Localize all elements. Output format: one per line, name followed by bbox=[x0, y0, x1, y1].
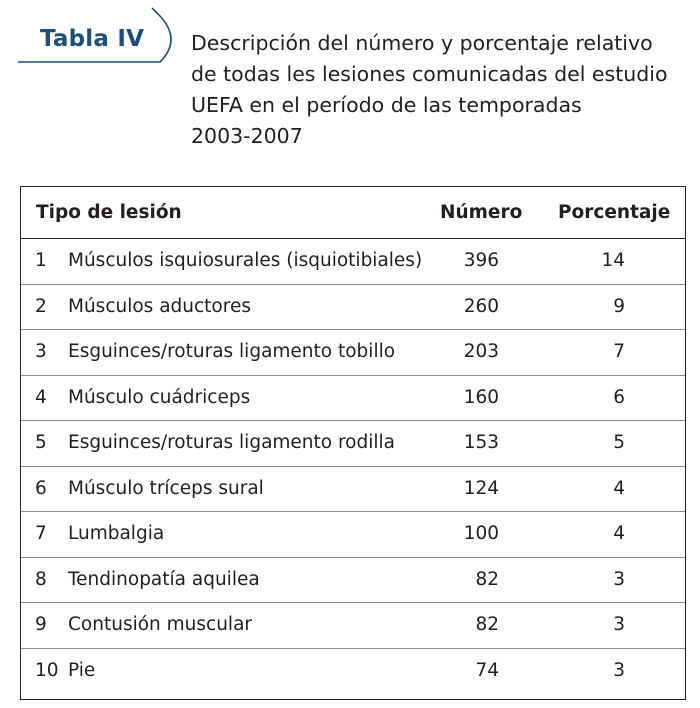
caption-line: Descripción del número y porcentaje relativo bbox=[191, 31, 653, 55]
caption-line: de todas les lesiones comunicadas del estudio bbox=[191, 62, 668, 86]
row-index: 8 bbox=[35, 568, 47, 590]
row-percentage: 14 bbox=[601, 250, 625, 271]
row-index: 9 bbox=[35, 614, 47, 635]
row-count: 203 bbox=[463, 341, 499, 362]
table-row bbox=[21, 649, 685, 695]
table-row bbox=[21, 239, 685, 285]
row-count: 160 bbox=[463, 386, 499, 408]
row-count: 260 bbox=[463, 295, 499, 317]
row-index: 5 bbox=[35, 432, 47, 453]
row-percentage: 6 bbox=[613, 386, 625, 408]
row-injury-type: Esguinces/roturas ligamento tobillo bbox=[68, 341, 396, 362]
row-injury-type: Lumbalgia bbox=[68, 523, 165, 544]
row-index: 3 bbox=[35, 341, 47, 362]
row-percentage: 9 bbox=[613, 295, 625, 317]
injury-table bbox=[20, 186, 686, 700]
table-row bbox=[21, 467, 685, 513]
row-count: 396 bbox=[463, 250, 499, 271]
table-tag-label: Tabla IV bbox=[40, 26, 145, 52]
row-index: 2 bbox=[35, 295, 47, 317]
column-header-porcentaje: Porcentaje bbox=[558, 202, 671, 223]
table-row bbox=[21, 330, 685, 376]
row-index: 4 bbox=[35, 386, 47, 408]
table-row bbox=[21, 512, 685, 558]
column-header-tipo: Tipo de lesión bbox=[36, 202, 182, 223]
table-head-row bbox=[21, 187, 685, 239]
row-injury-type: Tendinopatía aquilea bbox=[68, 568, 260, 590]
row-injury-type: Músculo tríceps sural bbox=[68, 477, 264, 499]
row-injury-type: Esguinces/roturas ligamento rodilla bbox=[68, 432, 396, 453]
row-count: 124 bbox=[463, 477, 499, 499]
row-injury-type: Contusión muscular bbox=[68, 614, 253, 635]
row-injury-type: Músculos isquiosurales (isquiotibiales) bbox=[68, 250, 423, 271]
table-header bbox=[0, 0, 700, 170]
row-percentage: 4 bbox=[613, 477, 625, 499]
row-injury-type: Pie bbox=[68, 659, 96, 681]
table-row bbox=[21, 376, 685, 422]
row-percentage: 3 bbox=[613, 568, 625, 590]
row-index: 6 bbox=[35, 477, 47, 499]
row-count: 100 bbox=[463, 523, 499, 544]
row-percentage: 3 bbox=[613, 614, 625, 635]
table-row bbox=[21, 558, 685, 604]
row-percentage: 3 bbox=[613, 659, 625, 681]
column-header-numero: Número bbox=[440, 202, 523, 223]
row-injury-type: Músculos aductores bbox=[68, 295, 251, 317]
row-count: 153 bbox=[463, 432, 499, 453]
row-count: 82 bbox=[475, 614, 499, 635]
table-row bbox=[21, 285, 685, 331]
table-row bbox=[21, 603, 685, 649]
row-percentage: 5 bbox=[613, 432, 625, 453]
row-percentage: 4 bbox=[613, 523, 625, 544]
table-caption bbox=[191, 28, 681, 152]
row-percentage: 7 bbox=[613, 341, 625, 362]
row-index: 7 bbox=[35, 523, 47, 544]
row-count: 74 bbox=[475, 659, 499, 681]
caption-line: UEFA en el período de las temporadas bbox=[191, 93, 582, 117]
row-injury-type: Músculo cuádriceps bbox=[68, 386, 251, 408]
row-index: 1 bbox=[35, 250, 47, 271]
row-index: 10 bbox=[35, 659, 59, 681]
row-count: 82 bbox=[475, 568, 499, 590]
caption-line: 2003-2007 bbox=[191, 124, 303, 148]
table-row bbox=[21, 421, 685, 467]
